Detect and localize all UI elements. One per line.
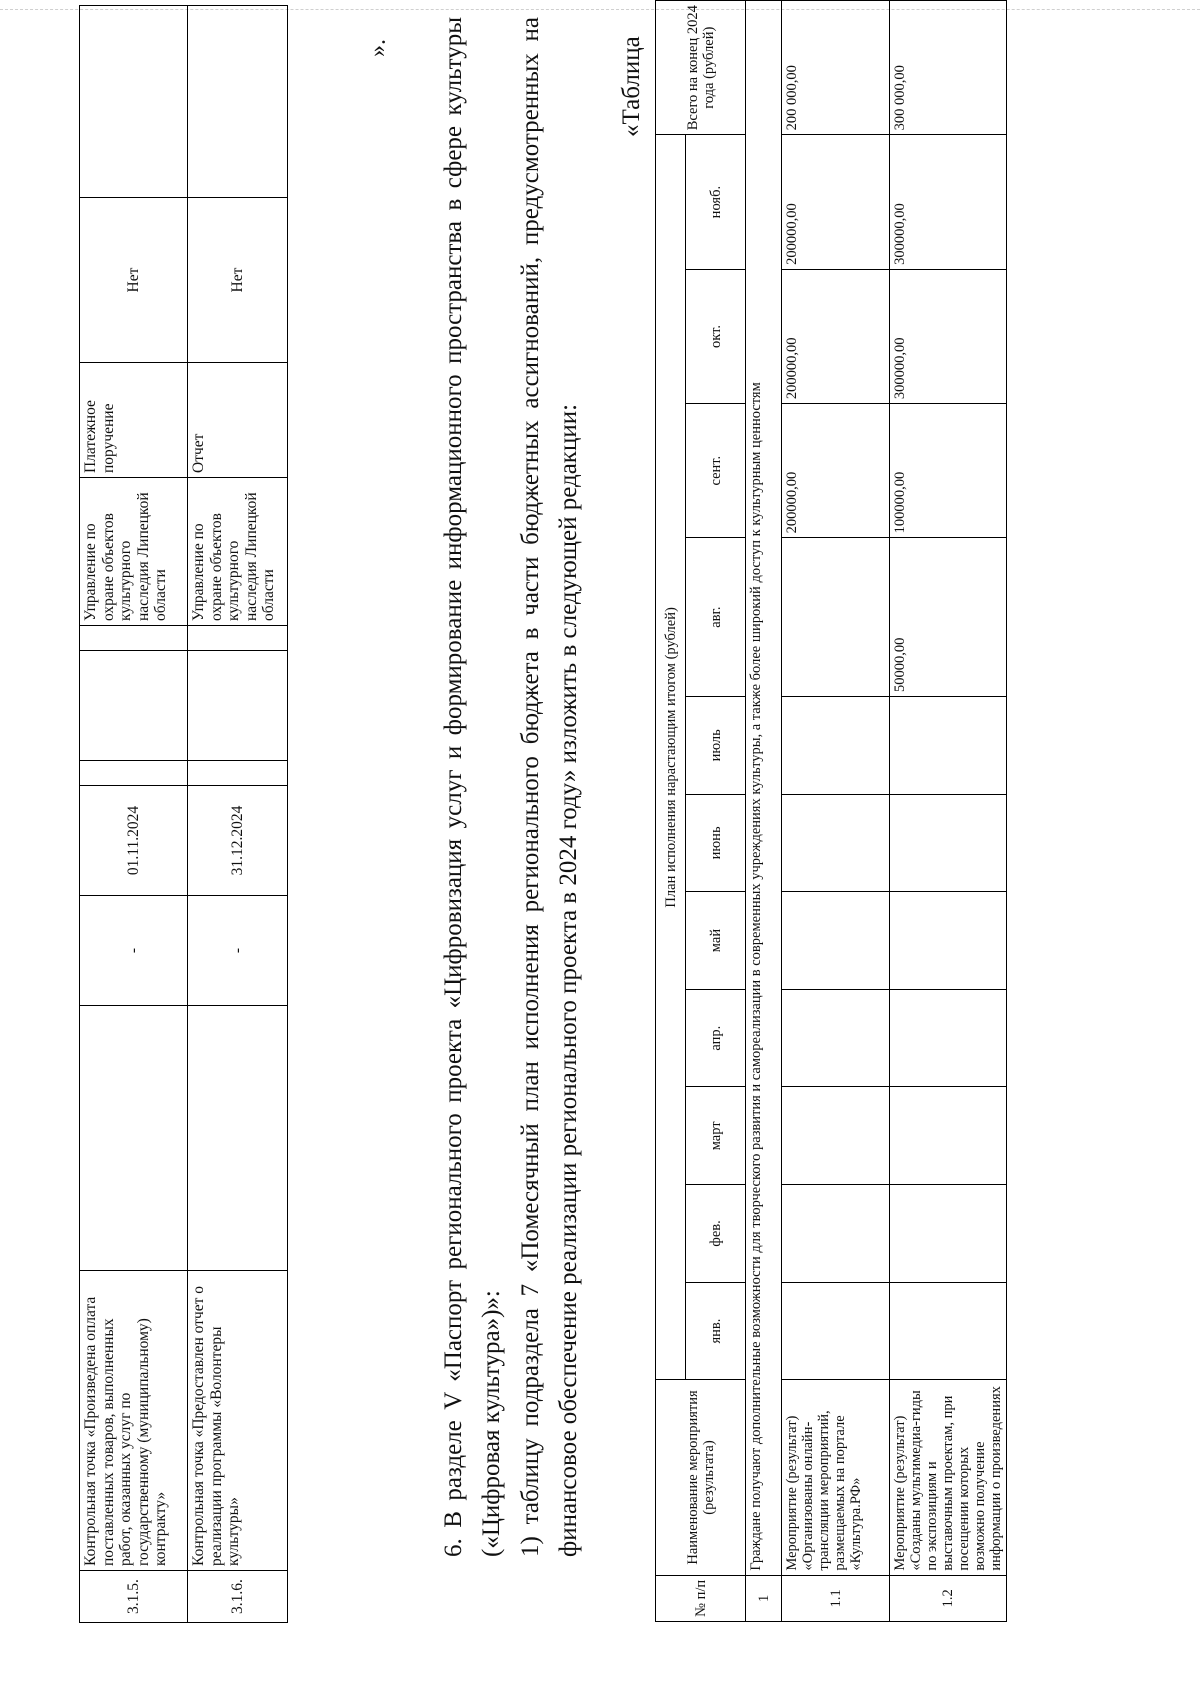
empty-cell (80, 651, 188, 761)
header-month: окт. (686, 269, 746, 403)
row-value (890, 892, 1007, 990)
paragraph-6: 6. В разделе V «Паспорт регионального проекта «Цифровизация услуг и формирование информационного пространства в сфере культуры («Цифровая культура»)»: (440, 17, 505, 1557)
row-value: 200000,00 (782, 404, 890, 538)
row-value (782, 892, 890, 990)
row-document: Платежное поручение (80, 363, 188, 478)
row-number: 3.1.6. (188, 1571, 288, 1623)
row-value (782, 1087, 890, 1185)
row-value (890, 696, 1007, 794)
header-plan: План исполнения нарастающим итогом (рублей) (656, 135, 686, 1380)
table-caption: «Таблица (618, 36, 645, 137)
row-value (782, 989, 890, 1087)
row-value (890, 1087, 1007, 1185)
row-name: Мероприятие (результат) «Созданы мультимедиа-гиды по экспозициям и выставочным проектам, при посещении которых возможно получение информации о произведениях (890, 1380, 1007, 1575)
row-name: Контрольная точка «Предоставлен отчет о реализации программы «Волонтеры культуры» (188, 1271, 288, 1571)
table-row (890, 1, 1007, 1622)
header-month: март (686, 1087, 746, 1185)
row-value (890, 989, 1007, 1087)
empty-cell (80, 6, 188, 198)
empty-cell (188, 651, 288, 761)
row-total: 300 000,00 (890, 1, 1007, 135)
row-value (890, 1282, 1007, 1380)
header-month: фев. (686, 1185, 746, 1283)
header-month: июль (686, 696, 746, 794)
row-value (782, 1185, 890, 1283)
row-value: 200000,00 (782, 269, 890, 403)
control-points-table (79, 5, 288, 1623)
row-name: Мероприятие (результат) «Организованы онлайн-трансляции мероприятий, размещаемых на портале «Культура.РФ» (782, 1380, 890, 1575)
row-responsible: Управление по охране объектов культурного наследия Липецкой области (188, 478, 288, 626)
header-row (656, 1, 686, 1622)
header-month: май (686, 892, 746, 990)
row-dash: - (188, 896, 288, 1006)
paragraph-1: 1) таблицу подраздела 7 «Помесячный план исполнения регионального бюджета в части бюджетных ассигнований, предусмотренных на финансовое обеспечение реализации регионального проекта в 2024 году» изложить в следующей редакции: (517, 17, 582, 1557)
row-num: 1.1 (782, 1575, 890, 1621)
row-value (782, 794, 890, 892)
row-name: Контрольная точка «Произведена оплата поставленных товаров, выполненных работ, оказанных услуг по государственному (муниципальному) контракту» (80, 1271, 188, 1571)
table-row (80, 6, 188, 1623)
row-value: 50000,00 (890, 538, 1007, 697)
empty-cell (80, 1006, 188, 1271)
header-name: Наименование мероприятия (результата) (656, 1380, 746, 1575)
row-value (782, 1282, 890, 1380)
goal-num: 1 (746, 1575, 782, 1621)
closing-quote: ». (365, 39, 391, 57)
empty-cell (188, 761, 288, 786)
row-date: 01.11.2024 (80, 786, 188, 896)
header-months-row (686, 1, 746, 1622)
row-value: 200000,00 (782, 135, 890, 269)
header-total: Всего на конец 2024 года (рублей) (656, 1, 746, 135)
goal-text: Граждане получают дополнительные возможности для творческого развития и самореализации в современных учреждениях культуры, а также более широкий доступ к культурным ценностям (746, 1, 782, 1576)
monthly-plan-table (655, 0, 1007, 1622)
goal-row (746, 1, 782, 1622)
empty-cell (80, 626, 188, 651)
row-value (782, 538, 890, 697)
empty-cell (80, 761, 188, 786)
header-month: июнь (686, 794, 746, 892)
row-value (782, 696, 890, 794)
header-month: нояб. (686, 135, 746, 269)
table-row (188, 6, 288, 1623)
empty-cell (188, 1006, 288, 1271)
row-num: 1.2 (890, 1575, 1007, 1621)
header-month: авг. (686, 538, 746, 697)
row-responsible: Управление по охране объектов культурного наследия Липецкой области (80, 478, 188, 626)
row-flag: Нет (80, 198, 188, 363)
row-value (890, 794, 1007, 892)
row-document: Отчет (188, 363, 288, 478)
header-month: апр. (686, 989, 746, 1087)
row-flag: Нет (188, 198, 288, 363)
header-month: янв. (686, 1282, 746, 1380)
table-row (782, 1, 890, 1622)
empty-cell (188, 626, 288, 651)
row-value (890, 1185, 1007, 1283)
empty-cell (188, 6, 288, 198)
row-number: 3.1.5. (80, 1571, 188, 1623)
row-value: 300000,00 (890, 135, 1007, 269)
row-dash: - (80, 896, 188, 1006)
row-total: 200 000,00 (782, 1, 890, 135)
header-month: сент. (686, 404, 746, 538)
row-value: 100000,00 (890, 404, 1007, 538)
header-num: № п/п (656, 1575, 746, 1621)
row-date: 31.12.2024 (188, 786, 288, 896)
row-value: 300000,00 (890, 269, 1007, 403)
